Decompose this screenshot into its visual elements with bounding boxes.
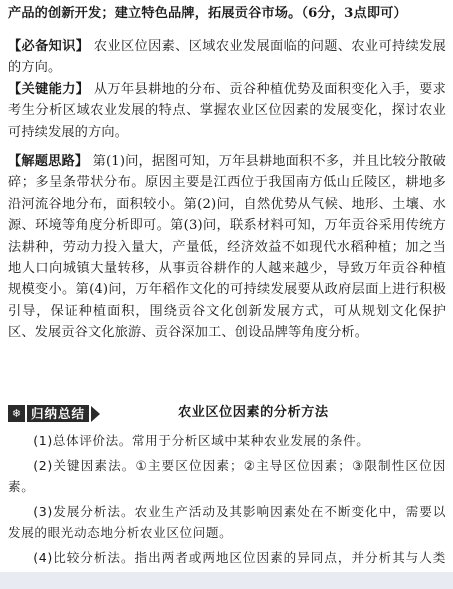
answer-tail-line: 产品的创新开发；建立特色品牌，拓展贡谷市场。（6分，3点即可） <box>8 6 407 21</box>
chevron-right-icon <box>91 406 100 422</box>
summary-header <box>8 402 446 426</box>
section-text: 农业区位因素、区域农业发展面临的问题、农业可持续发展的方向。 <box>8 39 446 76</box>
method-item: (1)总体评价法。常用于分析区域中某种农业发展的条件。 <box>33 433 370 448</box>
section-tag: 【必备知识】 <box>8 39 90 54</box>
section-text: 从万年县耕地的分布、贡谷种植优势及面积变化入手，要求考生分析区域农业发展的特点、掌握农业区位因素的发展变化，探讨农业可持续发展的方向。 <box>8 82 446 140</box>
section-tag: 【解题思路】 <box>8 154 89 169</box>
summary-title: 农业区位因素的分析方法 <box>178 405 329 420</box>
section-text: 第(1)问，据图可知，万年县耕地面积不多，并且比较分散破碎；多呈条带状分布。原因主要是江西位于我国南方低山丘陵区，耕地多沿河流谷地分布，面积较小。第(2)问，自然优势从气候、地形、土壤、水源、环境等角度分析即可。第(3)问，联系材料可知，万年贡谷采用传统方法耕种，劳动力投入量大，产量低，经济效益不如现代水稻种植；加之当地人口向城镇大量转移，从事贡谷耕作的人越来越少，导致万年贡谷种植规模变小。第(4)问，万年稻作文化的可持续发展要从政府层面上进行积极引导，保证种植面积，围绕贡谷文化创新发展方式，可从规划文化保护区、发展贡谷文化旅游、贡谷深加工、创设品牌等角度分析。 <box>8 154 446 341</box>
section-thinking <box>8 151 446 344</box>
method-item: (2)关键因素法。①主要区位因素；②主导区位因素；③限制性区位因素。 <box>8 458 446 495</box>
snowflake-icon: ❄ <box>8 405 25 422</box>
method-item: (3)发展分析法。农业生产活动及其影响因素处在不断变化中，需要以发展的眼光动态地分析农业区位问题。 <box>8 504 446 541</box>
section-tag: 【关键能力】 <box>8 82 90 97</box>
section-ability <box>8 79 446 143</box>
summary-badge <box>8 404 144 423</box>
page-bottom-edge <box>0 572 453 589</box>
section-knowledge <box>8 36 446 79</box>
summary-badge-label: 归纳总结 <box>27 405 89 422</box>
method-item: (4)比较分析法。指出两者或两地区位因素的异同点，并分析其与人类 <box>33 550 446 565</box>
